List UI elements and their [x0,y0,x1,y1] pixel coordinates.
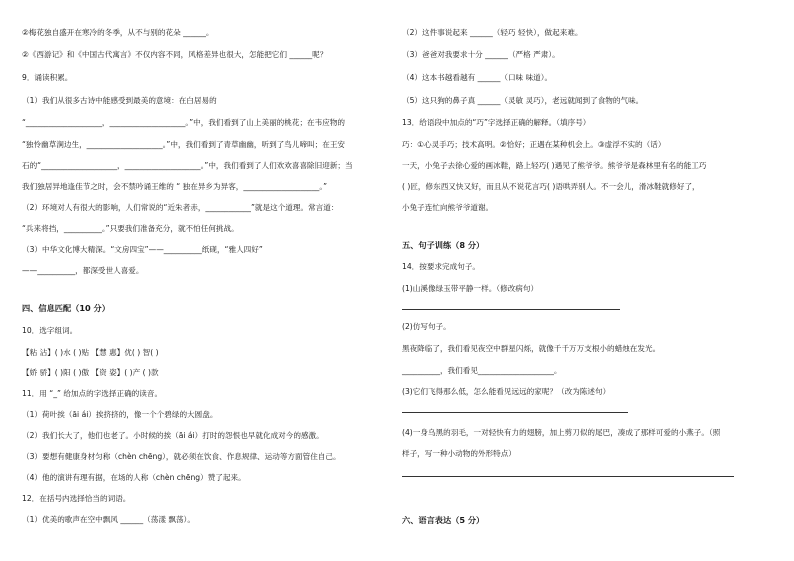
q9-title: 9．诵读积累。 [22,73,73,82]
q13-passage-2: ( )匠，修东西又快又好，而且从不说花言巧( )语哄弄别人。不一会儿，滑冰鞋就修好了， [402,182,700,191]
q9-3-line-b: ——__________，都深受世人喜爱。 [22,266,144,275]
q8-line-2: ②梅花独自盛开在寒冷的冬季，从不与别的花朵 ______。 [22,28,214,37]
q10-row-2: 【娇 骄】( )阳 ( )傲 【资 姿】( )产 ( )款 [22,368,159,377]
q9-1-line-a: “____________________，____________________。”中，我们看到了山上美丽的桃花；在韦应物的 [22,118,346,127]
q10-row-1: 【粘 沾】( )水 ( )贴 【慧 惠】优( ) 智( ) [22,348,159,357]
q12-title: 12．在括号内选择恰当的词语。 [22,494,131,503]
q14-3-answer-line[interactable] [402,412,628,413]
q14-title: 14．按要求完成句子。 [402,262,481,271]
q11-item-2: （2）我们长大了，他们也老了。小时候的挨（āi ái）打时的怨恨也早就化成对今的感激。 [22,431,324,440]
q10-title: 10．选字组词。 [22,326,78,335]
q9-1-line-b: “独怜幽草涧边生，____________________。”中，我们看到了青草幽幽，听到了鸟儿啼叫；在王安 [22,140,346,149]
q11-title: 11．用 “_” 给加点的字选择正确的读音。 [22,389,163,398]
q9-3-line-a: （3）中华文化博大精深。“文房四宝”——__________纸砚，“雅人四好” [22,245,263,254]
section-4-heading: 四、信息匹配（10 分） [22,303,110,313]
q12-item-4: （4）这本书越看越有 ______（口味 味道）。 [402,73,553,82]
q14-4-prompt-a: (4)一身乌黑的羽毛，一对轻快有力的翅膀，加上剪刀似的尾巴，凑成了那样可爱的小燕子。（照 [402,428,721,437]
q12-item-5: （5）这只狗的鼻子真 ______（灵敏 灵巧），老远就闻到了食物的气味。 [402,96,644,105]
q14-1-prompt: (1)山溪像绿玉带平静一样。（修改病句） [402,284,539,293]
q11-item-1: （1）荷叶挨（āi ái）挨挤挤的，像一个个碧绿的大圆盘。 [22,410,218,419]
q14-2-blank-line: __________，我们看见____________________。 [402,366,562,375]
q9-2-line-a: （2）环境对人有很大的影响，人们常说的“近朱者赤，____________”就是这个道理。常言道： [22,203,339,212]
q13-title: 13．给语段中加点的“巧”字选择正确的解释。（填序号） [402,118,591,127]
q9-1-line-d: 我们独居异地逢佳节之时，会不禁吟诵王维的 “ 独在异乡为异客，____________________。” [22,182,328,191]
q14-4-prompt-b: 样子，写一种小动物的外形特点） [402,449,516,458]
section-5-heading: 五、句子训练（8 分） [402,240,485,250]
q9-2-line-b: “兵来将挡，__________。”只要我们准备充分，就不怕任何挑战。 [22,224,239,233]
q14-2-example: 黑夜降临了，我们看见夜空中群星闪烁，就像千千万万支根小的蜡烛在发光。 [402,344,661,353]
q9-1-line-c: 石的“____________________，____________________。”中，我们看到了人们欢欢喜喜除旧迎新；当 [22,161,353,170]
q13-passage-1: 一天，小兔子去徐心爱的画冰鞋，路上轻巧( )遇见了熊爷爷。熊爷爷是森林里有名的能工巧 [402,161,707,170]
q14-1-answer-line[interactable] [402,309,620,310]
q13-definitions: 巧：①心灵手巧；技术高明。②恰好；正遇在某种机会上。③虚浮不实的（话） [402,140,666,149]
q14-2-prompt: (2)仿写句子。 [402,322,451,331]
q14-4-answer-line[interactable] [402,476,734,477]
q12-item-1: （1）优美的歌声在空中飘风 ______（荡漾 飘荡）。 [22,515,195,524]
section-6-heading: 六、语言表达（5 分） [402,515,485,525]
q12-item-3: （3）爸爸对我要求十分 ______（严格 严肃）。 [402,50,560,59]
q12-item-2: （2）这件事说起来 ______（轻巧 轻快），做起来难。 [402,28,583,37]
q13-passage-3: 小兔子连忙向熊爷爷道谢。 [402,203,494,212]
q9-1-intro: （1）我们从很多古诗中能感受到最美的意境：在白居易的 [22,96,217,105]
q11-item-4: （4）他的演讲有理有据，在场的人称（chèn chēng）赞了起来。 [22,473,246,482]
q14-3-prompt: (3)它们飞得那么低，怎么能看见远远的家呢？（改为陈述句） [402,387,611,396]
q8-line-3: ②《西游记》和《中国古代寓言》不仅内容不同，风格差异也很大，怎能把它们 ______呢？ [22,50,328,59]
q11-item-3: （3）要想有健康身材匀称（chèn chēng），就必须在饮食、作息规律、运动等方面管住自己。 [22,452,341,461]
